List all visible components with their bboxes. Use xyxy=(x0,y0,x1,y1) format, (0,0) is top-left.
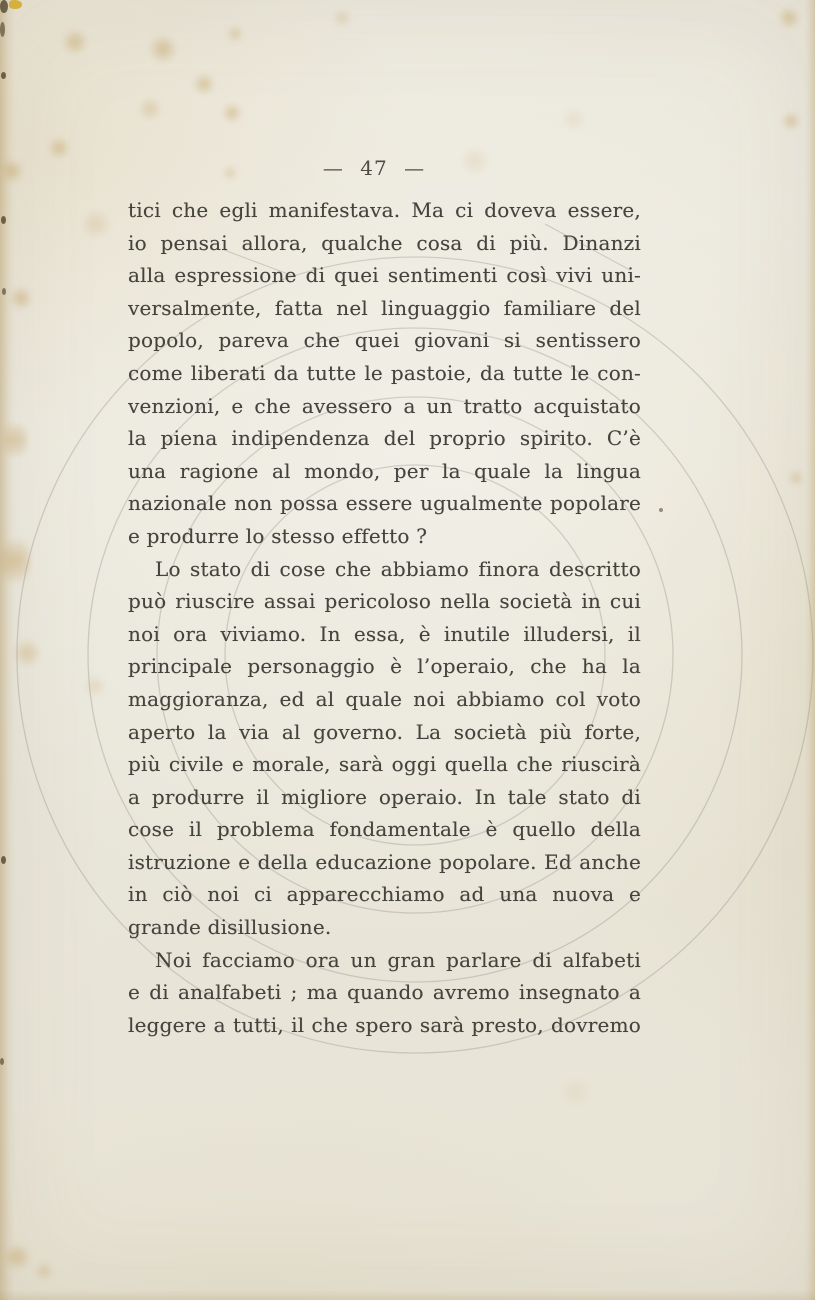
text-line: venzioni, e che avessero a un tratto acquistato xyxy=(128,393,641,418)
text-line: istruzione e della educazione popolare. Ed anche xyxy=(128,849,641,874)
text-line: leggere a tutti, il che spero sarà presto, dovremo xyxy=(128,1012,641,1037)
text-line: noi ora viviamo. In essa, è inutile illudersi, il xyxy=(128,621,641,646)
page-edge-left xyxy=(0,0,15,1300)
text-line: maggioranza, ed al quale noi abbiamo col voto xyxy=(128,686,641,711)
text-block xyxy=(128,194,641,1041)
text-line: tici che egli manifestava. Ma ci doveva essere, xyxy=(128,198,641,222)
text-line: versalmente, fatta nel linguaggio familiare del xyxy=(128,295,641,320)
text-line: cose il problema fondamentale è quello della xyxy=(128,817,641,842)
text-line: Lo stato di cose che abbiamo finora descritto xyxy=(155,556,641,581)
text-line: aperto la via al governo. La società più forte, xyxy=(128,719,641,744)
page-edge-bottom xyxy=(0,1290,815,1300)
text-line: principale personaggio è l’operaio, che ha la xyxy=(128,654,641,679)
text-line: e di analfabeti ; ma quando avremo insegnato a xyxy=(128,980,641,1005)
text-line: popolo, pareva che quei giovani si sentissero xyxy=(128,328,641,353)
text-line: in ciò noi ci apparecchiamo ad una nuova e xyxy=(128,882,641,907)
text-line: una ragione al mondo, per la quale la lingua xyxy=(128,458,641,483)
text-line: come liberati da tutte le pastoie, da tutte le con- xyxy=(128,360,641,385)
text-line: e produrre lo stesso effetto ? xyxy=(128,523,428,548)
text-line: alla espressione di quei sentimenti così vivi uni- xyxy=(128,263,641,288)
text-line: grande disillusione. xyxy=(128,915,332,940)
text-line: io pensai allora, qualche cosa di più. Dinanzi xyxy=(128,230,641,255)
page-number-header: — 47 — xyxy=(322,156,426,180)
text-line: nazionale non possa essere ugualmente popolare xyxy=(128,491,641,516)
text-line: Noi facciamo ora un gran parlare di alfabeti xyxy=(155,947,641,972)
text-line: a produrre il migliore operaio. In tale stato di xyxy=(128,784,641,809)
text-line: può riuscire assai pericoloso nella società in cui xyxy=(128,589,641,614)
text-line: la piena indipendenza del proprio spirito. C’è xyxy=(128,426,641,451)
text-line: più civile e morale, sarà oggi quella che riuscirà xyxy=(128,752,641,777)
gold-fleck xyxy=(9,0,22,9)
page-edge-right xyxy=(804,0,815,1300)
